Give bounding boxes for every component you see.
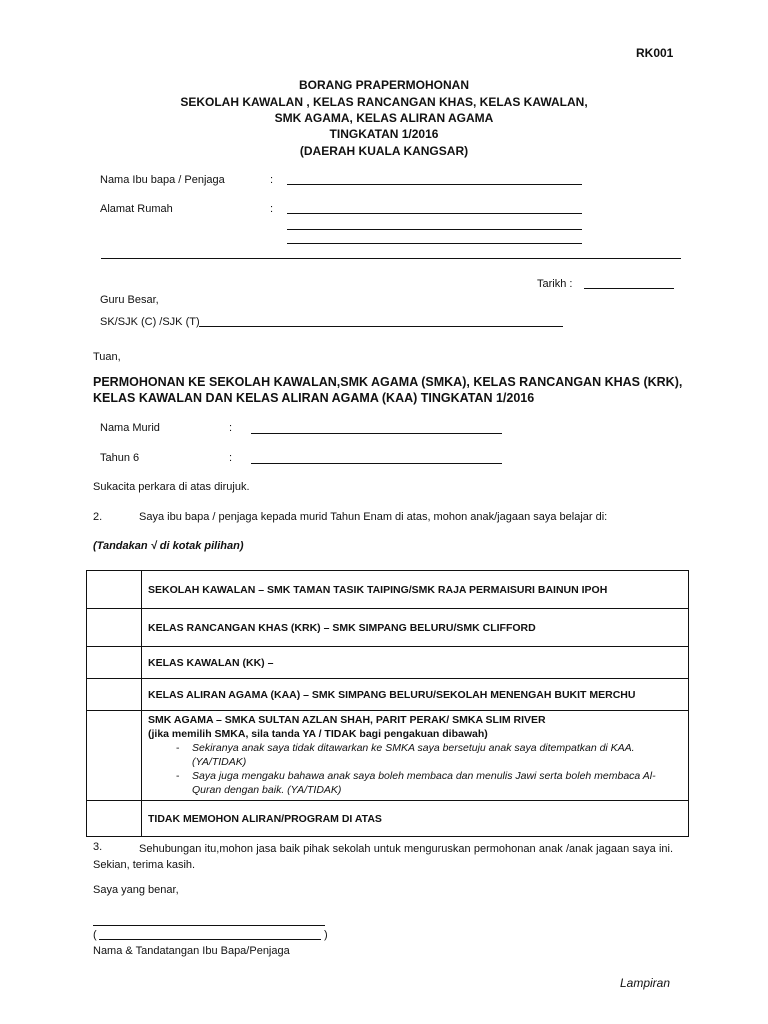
checkbox-kelas-kawalan[interactable] [87, 647, 142, 679]
student-name-field[interactable] [251, 433, 502, 434]
parent-name-label: Nama Ibu bapa / Penjaga [100, 174, 225, 186]
address-colon: : [270, 203, 274, 215]
option-label: SEKOLAH KAWALAN – SMK TAMAN TASIK TAIPING/SMK RAJA PERMAISURI BAINUN IPOH [142, 571, 689, 609]
title-line-4: TINGKATAN 1/2016 [329, 127, 439, 141]
student-year-colon: : [229, 452, 233, 464]
option-label: TIDAK MEMOHON ALIRAN/PROGRAM DI ATAS [142, 801, 689, 837]
instruction: (Tandakan √ di kotak pilihan) [93, 540, 244, 552]
option-row-smka [87, 711, 689, 801]
address-field-line-1[interactable] [287, 213, 582, 214]
smka-declarations [148, 741, 682, 797]
paragraph-2-number: 2. [93, 511, 103, 523]
smka-declaration-2: - Saya juga mengaku bahawa anak saya boleh membaca dan menulis Jawi serta boleh membaca Al-Quran dengan baik. (YA/TIDAK) [176, 769, 682, 797]
smka-cell [142, 711, 689, 801]
checkbox-sekolah-kawalan[interactable] [87, 571, 142, 609]
address-field-line-3[interactable] [287, 243, 582, 244]
signature-line[interactable] [93, 925, 325, 926]
signature-name-line[interactable] [99, 939, 321, 940]
closing: Saya yang benar, [93, 884, 179, 896]
smka-declaration-1: - Sekiranya anak saya tidak ditawarkan ke SMKA saya bersetuju anak saya ditempatkan di KAA. (YA/TIDAK) [176, 741, 682, 769]
address-field-line-2[interactable] [287, 229, 582, 230]
signature-open-paren: ( [93, 929, 97, 941]
date-field[interactable] [584, 288, 674, 289]
signature-close-paren: ) [324, 929, 328, 941]
smka-title: SMK AGAMA – SMKA SULTAN AZLAN SHAH, PARIT PERAK/ SMKA SLIM RIVER [148, 714, 546, 726]
option-row [87, 609, 689, 647]
option-row [87, 801, 689, 837]
student-name-label: Nama Murid [100, 422, 160, 434]
paragraph-1: Sukacita perkara di atas dirujuk. [93, 481, 250, 493]
subject-line-2: KELAS KAWALAN DAN KELAS ALIRAN AGAMA (KAA) TINGKATAN 1/2016 [93, 391, 535, 405]
date-label: Tarikh : [537, 278, 573, 290]
smka-note: (jika memilih SMKA, sila tanda YA / TIDAK bagi pengakuan dibawah) [148, 728, 488, 740]
signature-label: Nama & Tandatangan Ibu Bapa/Penjaga [93, 945, 290, 957]
title-line-1: BORANG PRAPERMOHONAN [298, 78, 469, 92]
paragraph-3: Sehubungan itu,mohon jasa baik pihak sekolah untuk menguruskan permohonan anak /anak jagaan saya ini. Sekian, terima kasih. [93, 843, 673, 871]
parent-name-colon: : [270, 174, 274, 186]
address-separator-line [101, 258, 681, 259]
checkbox-none[interactable] [87, 801, 142, 837]
address-label: Alamat Rumah [100, 203, 173, 215]
salutation: Tuan, [93, 351, 121, 363]
recipient-line-2: SK/SJK (C) /SJK (T) [100, 316, 200, 328]
checkbox-krk[interactable] [87, 609, 142, 647]
checkbox-kaa[interactable] [87, 679, 142, 711]
option-row [87, 647, 689, 679]
paragraph-2: Saya ibu bapa / penjaga kepada murid Tahun Enam di atas, mohon anak/jagaan saya belajar di: [139, 511, 608, 523]
title-line-3: SMK AGAMA, KELAS ALIRAN AGAMA [274, 111, 494, 125]
student-name-colon: : [229, 422, 233, 434]
option-row [87, 679, 689, 711]
form-code: RK001 [636, 46, 674, 60]
footer-lampiran: Lampiran [620, 976, 671, 990]
options-table [86, 570, 689, 837]
option-label: KELAS KAWALAN (KK) – [142, 647, 689, 679]
recipient-line-1: Guru Besar, [100, 294, 159, 306]
student-year-label: Tahun 6 [100, 452, 140, 464]
paragraph-3-number: 3. [93, 841, 103, 853]
student-year-field[interactable] [251, 463, 502, 464]
parent-name-field[interactable] [287, 184, 582, 185]
school-name-field[interactable] [199, 326, 563, 327]
option-row [87, 571, 689, 609]
subject-line-1: PERMOHONAN KE SEKOLAH KAWALAN,SMK AGAMA (SMKA), KELAS RANCANGAN KHAS (KRK), [93, 375, 683, 389]
title-line-5: (DAERAH KUALA KANGSAR) [299, 144, 469, 158]
title-line-2: SEKOLAH KAWALAN , KELAS RANCANGAN KHAS, KELAS KAWALAN, [180, 95, 588, 109]
option-label: KELAS RANCANGAN KHAS (KRK) – SMK SIMPANG BELURU/SMK CLIFFORD [142, 609, 689, 647]
checkbox-smka[interactable] [87, 711, 142, 801]
option-label: KELAS ALIRAN AGAMA (KAA) – SMK SIMPANG BELURU/SEKOLAH MENENGAH BUKIT MERCHU [142, 679, 689, 711]
